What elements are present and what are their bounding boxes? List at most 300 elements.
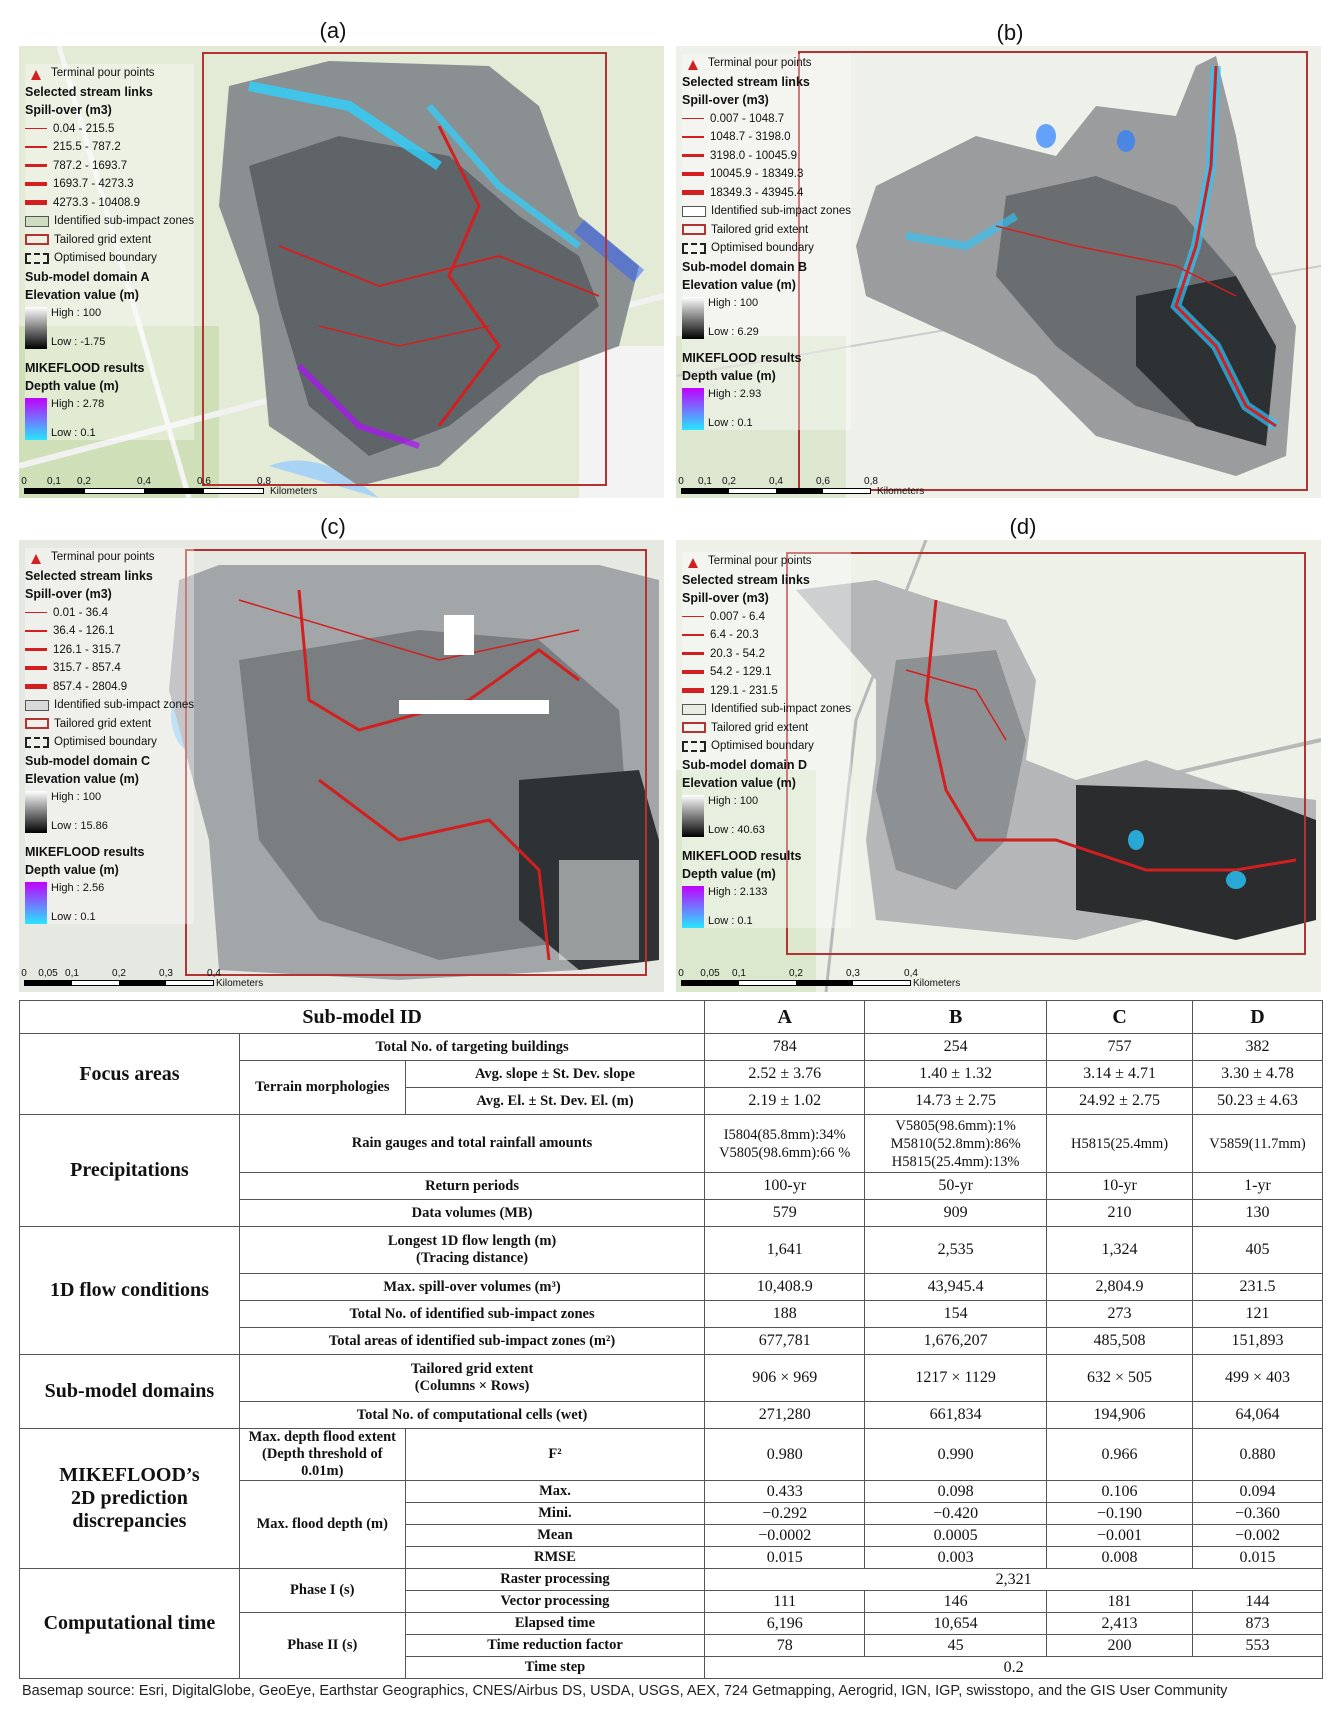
- scale-tick: 0,3: [846, 968, 860, 979]
- cell: 154: [865, 1301, 1047, 1328]
- spill-class-swatch: [682, 190, 704, 195]
- cell: 382: [1193, 1034, 1323, 1061]
- tailored-grid-extent-c: [185, 549, 647, 976]
- spill-class-swatch: [25, 612, 47, 613]
- legend-mike-title: MIKEFLOOD results: [25, 360, 145, 375]
- scalebar-d: [678, 968, 961, 989]
- legend-streams-title: Selected stream links: [682, 74, 810, 89]
- scale-tick: 0,1: [47, 476, 61, 487]
- metric-label: Max.: [405, 1481, 705, 1503]
- cell: 2.52 ± 3.76: [705, 1061, 865, 1088]
- pour-point-icon: [31, 552, 41, 562]
- cell: 906 × 969: [705, 1355, 865, 1402]
- cell: 757: [1047, 1034, 1193, 1061]
- legend-domain-title: Sub-model domain A: [25, 269, 150, 284]
- group-precipitations: Precipitations: [20, 1115, 240, 1227]
- legend-c: [25, 548, 194, 924]
- cell: 14.73 ± 2.75: [865, 1088, 1047, 1115]
- cell: 2,535: [865, 1227, 1047, 1274]
- legend-mike-title: MIKEFLOOD results: [682, 350, 802, 365]
- cell: H5815(25.4mm): [1047, 1115, 1193, 1173]
- cell: 45: [865, 1635, 1047, 1657]
- legend-boundary-label: Optimised boundary: [711, 740, 814, 752]
- spill-class-swatch: [25, 200, 47, 205]
- spill-class-swatch: [682, 688, 704, 693]
- legend-zones-label: Identified sub-impact zones: [54, 699, 194, 711]
- scale-tick: 0,2: [77, 476, 91, 487]
- group-line: 2D prediction: [71, 1487, 188, 1509]
- spill-class-swatch: [682, 634, 704, 636]
- basemap-source-caption: Basemap source: Esri, DigitalGlobe, GeoEye, Earthstar Geographics, CNES/Airbus DS, USDA, USGS, AEX, 724 Getmapping, Aerogrid, IGN, IGP, swisstopo, and the GIS User Community: [22, 1683, 1228, 1699]
- cell: 909: [865, 1200, 1047, 1227]
- row-label: [239, 1227, 704, 1274]
- spill-class-swatch: [25, 666, 47, 670]
- group-line: MIKEFLOOD’s: [59, 1464, 200, 1486]
- spill-class-label: 857.4 - 2804.9: [53, 680, 128, 693]
- legend-grid-label: Tailored grid extent: [54, 717, 152, 730]
- boundary-swatch: [682, 243, 706, 254]
- spill-class-label: 3198.0 - 10045.9: [710, 149, 797, 162]
- header-col-a: A: [705, 1001, 865, 1034]
- cell: 146: [865, 1591, 1047, 1613]
- cell: 0.966: [1047, 1429, 1193, 1481]
- scale-tick: 0: [21, 968, 27, 979]
- spill-class-label: 215.5 - 787.2: [53, 141, 121, 153]
- pour-point-icon: [688, 556, 698, 566]
- header-submodel-id: Sub-model ID: [20, 1001, 705, 1034]
- metric-label: F²: [405, 1429, 705, 1481]
- legend-mike-title: MIKEFLOOD results: [682, 848, 802, 863]
- group-mikeflood: [20, 1429, 240, 1569]
- legend-depth-title: Depth value (m): [682, 867, 776, 881]
- scale-tick: 0,6: [816, 476, 830, 487]
- legend-elev-title: Elevation value (m): [682, 278, 796, 292]
- scale-tick: 0,4: [769, 476, 783, 487]
- legend-spill-title: Spill-over (m3): [25, 103, 112, 117]
- scalebar-a: [21, 476, 318, 497]
- cell: 0.015: [705, 1547, 865, 1569]
- cell: 194,906: [1047, 1402, 1193, 1429]
- cell: 24.92 ± 2.75: [1047, 1088, 1193, 1115]
- cell: 499 × 403: [1193, 1355, 1323, 1402]
- cell: −0.360: [1193, 1503, 1323, 1525]
- row-label-line: (Depth threshold of 0.01m): [261, 1446, 383, 1479]
- scalebar-c: [21, 968, 264, 989]
- row-label: Data volumes (MB): [239, 1200, 704, 1227]
- cell: 271,280: [705, 1402, 865, 1429]
- group-1d-flow: 1D flow conditions: [20, 1227, 240, 1355]
- scale-tick: 0: [678, 476, 684, 487]
- cell: 181: [1047, 1591, 1193, 1613]
- legend-domain-title: Sub-model domain D: [682, 757, 807, 772]
- cell: 784: [705, 1034, 865, 1061]
- elev-high-label: High : 100: [51, 790, 102, 803]
- scale-unit: Kilometers: [877, 486, 925, 497]
- depth-low-label: Low : 0.1: [708, 416, 753, 429]
- tailored-grid-extent-b: [798, 51, 1308, 491]
- spill-class-label: 4273.3 - 10408.9: [53, 196, 140, 209]
- cell: 273: [1047, 1301, 1193, 1328]
- row-label: Avg. El. ± St. Dev. El. (m): [405, 1088, 705, 1115]
- cell: 144: [1193, 1591, 1323, 1613]
- panel-label-a: (a): [319, 18, 347, 43]
- cell: 254: [865, 1034, 1047, 1061]
- legend-grid-label: Tailored grid extent: [711, 223, 809, 236]
- cell: 0.094: [1193, 1481, 1323, 1503]
- cell: −0.0002: [705, 1525, 865, 1547]
- cell: 130: [1193, 1200, 1323, 1227]
- cell: 0.980: [705, 1429, 865, 1481]
- header-col-b: B: [865, 1001, 1047, 1034]
- scale-tick: 0: [21, 476, 27, 487]
- grid-swatch: [25, 234, 49, 245]
- cell: 0.106: [1047, 1481, 1193, 1503]
- map-panel-a: [19, 46, 664, 498]
- elev-high-label: High : 100: [51, 306, 102, 319]
- scale-tick: 0,1: [65, 968, 79, 979]
- cell: −0.002: [1193, 1525, 1323, 1547]
- legend-pour-label: Terminal pour points: [708, 57, 812, 69]
- depth-high-label: High : 2.93: [708, 387, 762, 400]
- legend-boundary-label: Optimised boundary: [54, 736, 157, 748]
- row-label: [239, 1355, 704, 1402]
- spill-class-swatch: [682, 670, 704, 674]
- metric-label: Time step: [405, 1657, 705, 1679]
- cell: 3.30 ± 4.78: [1193, 1061, 1323, 1088]
- cell: 873: [1193, 1613, 1323, 1635]
- depth-ramp: [25, 882, 47, 924]
- cell: 2.19 ± 1.02: [705, 1088, 865, 1115]
- header-col-d: D: [1193, 1001, 1323, 1034]
- scale-tick: 0,4: [137, 476, 151, 487]
- spill-class-label: 36.4 - 126.1: [53, 625, 115, 637]
- spill-class-swatch: [25, 146, 47, 148]
- cell: I5804(85.8mm):34% V5805(98.6mm):66 %: [705, 1115, 865, 1173]
- legend-elev-title: Elevation value (m): [25, 772, 139, 786]
- cell: 485,508: [1047, 1328, 1193, 1355]
- metric-label: Mean: [405, 1525, 705, 1547]
- elevation-ramp: [682, 297, 704, 339]
- legend-spill-title: Spill-over (m3): [682, 591, 769, 605]
- cell: 0.880: [1193, 1429, 1323, 1481]
- cell: −0.001: [1047, 1525, 1193, 1547]
- group-focus-areas: Focus areas: [20, 1034, 240, 1115]
- legend-mike-title: MIKEFLOOD results: [25, 844, 145, 859]
- group-line: discrepancies: [72, 1510, 187, 1532]
- cell: 0.015: [1193, 1547, 1323, 1569]
- table-row: [20, 1034, 1323, 1061]
- row-label: [239, 1429, 405, 1481]
- legend-pour-label: Terminal pour points: [708, 555, 812, 567]
- legend-elev-title: Elevation value (m): [682, 776, 796, 790]
- depth-low-label: Low : 0.1: [708, 914, 753, 927]
- metric-label: Elapsed time: [405, 1613, 705, 1635]
- legend-depth-title: Depth value (m): [25, 863, 119, 877]
- scale-tick: 0,2: [722, 476, 736, 487]
- table-header-row: [20, 1001, 1323, 1034]
- scale-tick: 0,3: [159, 968, 173, 979]
- depth-ramp: [682, 886, 704, 928]
- boundary-swatch: [25, 737, 49, 748]
- spill-class-label: 1693.7 - 4273.3: [53, 178, 134, 190]
- row-label: Max. spill-over volumes (m³): [239, 1274, 704, 1301]
- header-col-c: C: [1047, 1001, 1193, 1034]
- spill-class-label: 1048.7 - 3198.0: [710, 131, 791, 143]
- spill-class-swatch: [682, 118, 704, 119]
- row-label: Avg. slope ± St. Dev. slope: [405, 1061, 705, 1088]
- table-row: [20, 1115, 1323, 1173]
- cell: 2,413: [1047, 1613, 1193, 1635]
- legend-pour-label: Terminal pour points: [51, 551, 155, 563]
- cell: 50-yr: [865, 1173, 1047, 1200]
- row-label: Total No. of computational cells (wet): [239, 1402, 704, 1429]
- scale-tick: 0,8: [864, 476, 878, 487]
- row-label-line: Longest 1D flow length (m): [387, 1233, 557, 1249]
- spill-class-label: 0.01 - 36.4: [53, 606, 108, 619]
- grid-swatch: [682, 224, 706, 235]
- cell: 100-yr: [705, 1173, 865, 1200]
- cell: 121: [1193, 1301, 1323, 1328]
- results-table: [19, 1000, 1323, 1679]
- depth-high-label: High : 2.56: [51, 881, 105, 894]
- metric-label: Vector processing: [405, 1591, 705, 1613]
- elev-high-label: High : 100: [708, 794, 759, 807]
- spill-class-swatch: [25, 164, 47, 167]
- cell: 553: [1193, 1635, 1323, 1657]
- scale-tick: 0,4: [207, 968, 221, 979]
- cell: 632 × 505: [1047, 1355, 1193, 1402]
- cell: 10,654: [865, 1613, 1047, 1635]
- cell: 2,321: [705, 1569, 1323, 1591]
- cell: −0.190: [1047, 1503, 1193, 1525]
- elev-high-label: High : 100: [708, 296, 759, 309]
- zones-swatch: [682, 206, 706, 217]
- spill-class-swatch: [25, 648, 47, 651]
- spill-class-swatch: [25, 630, 47, 632]
- row-label-line: (Tracing distance): [416, 1250, 529, 1266]
- panel-label-b: (b): [996, 20, 1024, 45]
- row-label: Total No. of targeting buildings: [239, 1034, 704, 1061]
- row-label: Rain gauges and total rainfall amounts: [239, 1115, 704, 1173]
- cell: 1,324: [1047, 1227, 1193, 1274]
- spill-class-label: 0.04 - 215.5: [53, 122, 115, 135]
- spill-class-label: 787.2 - 1693.7: [53, 159, 128, 172]
- cell: 677,781: [705, 1328, 865, 1355]
- scale-tick: 0,05: [38, 968, 58, 979]
- scale-tick: 0,6: [197, 476, 211, 487]
- spill-class-label: 0.007 - 6.4: [710, 610, 765, 623]
- cell: 0.433: [705, 1481, 865, 1503]
- phase1-label: Phase I (s): [239, 1569, 405, 1613]
- cell: 78: [705, 1635, 865, 1657]
- legend-grid-label: Tailored grid extent: [711, 721, 809, 734]
- grid-swatch: [682, 722, 706, 733]
- zones-swatch: [25, 700, 49, 711]
- depth-high-label: High : 2.133: [708, 885, 768, 898]
- tailored-grid-extent-d: [786, 552, 1306, 955]
- legend-domain-title: Sub-model domain C: [25, 753, 150, 768]
- terrain-label: Terrain morphologies: [239, 1061, 405, 1115]
- scale-unit: Kilometers: [216, 978, 264, 989]
- table-row: [20, 1227, 1323, 1274]
- cell: 1-yr: [1193, 1173, 1323, 1200]
- legend-elev-title: Elevation value (m): [25, 288, 139, 302]
- row-label: Max. flood depth (m): [239, 1481, 405, 1569]
- legend-zones-label: Identified sub-impact zones: [711, 205, 851, 217]
- cell: 661,834: [865, 1402, 1047, 1429]
- metric-label: Mini.: [405, 1503, 705, 1525]
- elevation-ramp: [25, 791, 47, 833]
- spill-class-label: 126.1 - 315.7: [53, 643, 121, 656]
- row-label-line: (Columns × Rows): [414, 1378, 530, 1394]
- legend-zones-label: Identified sub-impact zones: [54, 215, 194, 227]
- cell: 111: [705, 1591, 865, 1613]
- legend-depth-title: Depth value (m): [682, 369, 776, 383]
- cell: 0.003: [865, 1547, 1047, 1569]
- cell: 6,196: [705, 1613, 865, 1635]
- depth-low-label: Low : 0.1: [51, 426, 96, 439]
- spill-class-swatch: [682, 136, 704, 138]
- table-row: [20, 1429, 1323, 1481]
- spill-class-swatch: [25, 128, 47, 129]
- cell: 43,945.4: [865, 1274, 1047, 1301]
- cell: 0.0005: [865, 1525, 1047, 1547]
- spill-class-label: 18349.3 - 43945.4: [710, 186, 804, 199]
- cell: 188: [705, 1301, 865, 1328]
- scale-unit: Kilometers: [270, 486, 318, 497]
- elevation-ramp: [25, 307, 47, 349]
- scalebar-b: [678, 476, 925, 497]
- zones-swatch: [25, 216, 49, 227]
- spill-class-swatch: [682, 616, 704, 617]
- elev-low-label: Low : 40.63: [708, 823, 765, 836]
- cell: 405: [1193, 1227, 1323, 1274]
- legend-a: [25, 64, 194, 440]
- spill-class-swatch: [682, 172, 704, 176]
- depth-ramp: [25, 398, 47, 440]
- row-label-line: Tailored grid extent: [410, 1361, 534, 1377]
- legend-streams-title: Selected stream links: [25, 84, 153, 99]
- cell: −0.292: [705, 1503, 865, 1525]
- legend-boundary-label: Optimised boundary: [711, 242, 814, 254]
- cell: 1.40 ± 1.32: [865, 1061, 1047, 1088]
- group-computational-time: Computational time: [20, 1569, 240, 1679]
- metric-label: Raster processing: [405, 1569, 705, 1591]
- scale-tick: 0,05: [700, 968, 720, 979]
- spill-class-swatch: [682, 154, 704, 157]
- cell: 231.5: [1193, 1274, 1323, 1301]
- map-panel-d: [676, 540, 1321, 992]
- legend-zones-label: Identified sub-impact zones: [711, 703, 851, 715]
- cell: 10,408.9: [705, 1274, 865, 1301]
- legend-pour-label: Terminal pour points: [51, 67, 155, 79]
- spill-class-label: 129.1 - 231.5: [710, 684, 778, 697]
- cell: 64,064: [1193, 1402, 1323, 1429]
- grid-swatch: [25, 718, 49, 729]
- cell: −0.420: [865, 1503, 1047, 1525]
- legend-b: [682, 54, 851, 430]
- spill-class-label: 10045.9 - 18349.3: [710, 168, 804, 180]
- legend-d: [682, 552, 851, 928]
- spill-class-swatch: [25, 684, 47, 689]
- spill-class-label: 315.7 - 857.4: [53, 662, 121, 674]
- cell: V5805(98.6mm):1% M5810(52.8mm):86% H5815(25.4mm):13%: [865, 1115, 1047, 1173]
- panel-label-c: (c): [320, 514, 346, 539]
- row-label: Total No. of identified sub-impact zones: [239, 1301, 704, 1328]
- legend-depth-title: Depth value (m): [25, 379, 119, 393]
- scale-tick: 0,8: [257, 476, 271, 487]
- spill-class-swatch: [682, 652, 704, 655]
- scale-unit: Kilometers: [913, 978, 961, 989]
- legend-spill-title: Spill-over (m3): [25, 587, 112, 601]
- map-panel-b: [676, 46, 1321, 498]
- cell: 1,676,207: [865, 1328, 1047, 1355]
- boundary-swatch: [25, 253, 49, 264]
- table-row: [20, 1569, 1323, 1591]
- depth-low-label: Low : 0.1: [51, 910, 96, 923]
- spill-class-label: 20.3 - 54.2: [710, 647, 765, 660]
- legend-domain-title: Sub-model domain B: [682, 259, 807, 274]
- cell: 200: [1047, 1635, 1193, 1657]
- cell: 210: [1047, 1200, 1193, 1227]
- metric-label: RMSE: [405, 1547, 705, 1569]
- row-label: Return periods: [239, 1173, 704, 1200]
- cell: 0.098: [865, 1481, 1047, 1503]
- spill-class-label: 54.2 - 129.1: [710, 666, 772, 678]
- scale-tick: 0,4: [904, 968, 918, 979]
- cell: 10-yr: [1047, 1173, 1193, 1200]
- row-label: Total areas of identified sub-impact zones (m²): [239, 1328, 704, 1355]
- tailored-grid-extent-a: [202, 52, 607, 486]
- row-label-line: Max. depth flood extent: [248, 1429, 396, 1445]
- scale-tick: 0,2: [789, 968, 803, 979]
- phase2-label: Phase II (s): [239, 1613, 405, 1679]
- elev-low-label: Low : 6.29: [708, 325, 759, 338]
- elev-low-label: Low : 15.86: [51, 819, 108, 832]
- scale-tick: 0,2: [112, 968, 126, 979]
- legend-spill-title: Spill-over (m3): [682, 93, 769, 107]
- scale-tick: 0: [678, 968, 684, 979]
- scale-tick: 0,1: [732, 968, 746, 979]
- pour-point-icon: [688, 58, 698, 68]
- cell: 151,893: [1193, 1328, 1323, 1355]
- cell: 579: [705, 1200, 865, 1227]
- table-row: [20, 1355, 1323, 1402]
- metric-label: Time reduction factor: [405, 1635, 705, 1657]
- zones-swatch: [682, 704, 706, 715]
- cell: 50.23 ± 4.63: [1193, 1088, 1323, 1115]
- cell: 1,641: [705, 1227, 865, 1274]
- boundary-swatch: [682, 741, 706, 752]
- cell: 0.990: [865, 1429, 1047, 1481]
- cell: 0.008: [1047, 1547, 1193, 1569]
- cell: 1217 × 1129: [865, 1355, 1047, 1402]
- legend-boundary-label: Optimised boundary: [54, 252, 157, 264]
- depth-ramp: [682, 388, 704, 430]
- spill-class-label: 0.007 - 1048.7: [710, 112, 785, 125]
- cell: V5859(11.7mm): [1193, 1115, 1323, 1173]
- legend-streams-title: Selected stream links: [25, 568, 153, 583]
- group-submodel-domains: Sub-model domains: [20, 1355, 240, 1429]
- legend-grid-label: Tailored grid extent: [54, 233, 152, 246]
- panel-label-d: (d): [1009, 514, 1037, 539]
- map-panel-c: [19, 540, 664, 992]
- cell: 2,804.9: [1047, 1274, 1193, 1301]
- cell: 3.14 ± 4.71: [1047, 1061, 1193, 1088]
- elevation-ramp: [682, 795, 704, 837]
- cell: 0.2: [705, 1657, 1323, 1679]
- scale-tick: 0,1: [698, 476, 712, 487]
